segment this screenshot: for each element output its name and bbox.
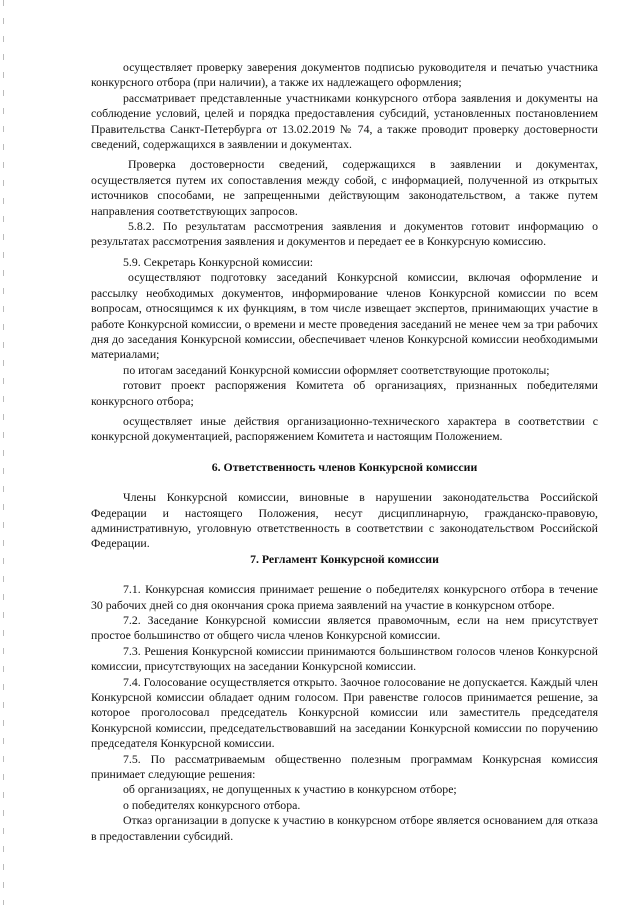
paragraph: 7.3. Решения Конкурсной комиссии принимаются большинством голосов членов Конкурсной комиссии, присутствующих на заседании Конкурсной комиссии. [91, 643, 598, 674]
paragraph: 7.5. По рассматриваемым общественно полезным программам Конкурсная комиссия принимает следующие решения: [91, 751, 598, 782]
paragraph: 7.2. Заседание Конкурсной комиссии является правомочным, если на нем присутствует простое большинство от общего числа членов Конкурсной комиссии. [91, 613, 598, 643]
section-heading: 6. Ответственность членов Конкурсной комиссии [211, 459, 478, 474]
paragraph: осуществляет проверку заверения документов подписью руководителя и печатью участника конкурсного отбора (при наличии), а также их надлежащего оформления; [91, 60, 598, 90]
paragraph: осуществляет иные действия организационно-технического характера в соответствии с конкурсной документацией, распоряжением Комитета и настоящим Положением. [91, 413, 598, 444]
paragraph: по итогам заседаний Конкурсной комиссии оформляет соответствующие протоколы; [123, 362, 550, 377]
paragraph: рассматривает представленные участниками конкурсного отбора заявления и документы на соблюдение условий, целей и порядка предоставления субсидий, установленных постановлением Правительства Санкт-Петербурга от 13.02.2019 № 74, а также проводит проверку достоверности сведений, содержащихся в заявлении и документах. [91, 90, 598, 152]
paragraph: 5.9. Секретарь Конкурсной комиссии: [123, 254, 314, 269]
paragraph: Проверка достоверности сведений, содержащихся в заявлении и документах, осуществляется путем их сопоставления между собой, с информацией, полученной из открытых источников способами, не запрещенными действующим законодательством, а также путем направления соответствующих запросов. [91, 157, 598, 218]
paragraph: о победителях конкурсного отбора. [123, 797, 301, 812]
paragraph: осуществляют подготовку заседаний Конкурсной комиссии, включая оформление и рассылку необходимых документов, информирование членов Конкурсной комиссии по всем вопросам, относящимся к их функциям, в том числе извещает экспертов, принимающих участие в работе Конкурсной комиссии, о времени и месте проведения заседаний не менее чем за три рабочих дня до заседания Конкурсной комиссии, обеспечивает членов Конкурсной комиссии необходимыми материалами; [91, 270, 598, 362]
section-heading: 7. Регламент Конкурсной комиссии [250, 551, 439, 566]
paragraph: Члены Конкурсной комиссии, виновные в нарушении законодательства Российской Федерации и настоящего Положения, несут дисциплинарную, гражданско-правовую, административную, уголовную ответственность в соответствии с законодательством Российской Федерации. [91, 490, 598, 551]
scan-edge-mark [3, 0, 4, 905]
paragraph: 7.4. Голосование осуществляется открыто. Заочное голосование не допускается. Каждый член Конкурсной комиссии обладает одним голосом. При равенстве голосов принимается решение, за которое проголосовал председатель Конкурсной комиссии или заместитель председателя Конкурсной комиссии, председательствовавший на заседании Конкурсной комиссии по поручению председателя Конкурсной комиссии. [91, 674, 598, 751]
paragraph: об организациях, не допущенных к участию в конкурсном отборе; [123, 782, 457, 797]
paragraph: готовит проект распоряжения Комитета об организациях, признанных победителями конкурсного отбора; [91, 378, 598, 408]
paragraph: Отказ организации в допуске к участию в конкурсном отборе является основанием для отказа в предоставлении субсидий. [91, 813, 598, 843]
paragraph: 5.8.2. По результатам рассмотрения заявления и документов готовит информацию о результатах рассмотрения заявления и документов и передает ее в Конкурсную комиссию. [91, 219, 598, 249]
paragraph: 7.1. Конкурсная комиссия принимает решение о победителях конкурсного отбора в течение 30 рабочих дней со дня окончания срока приема заявлений на участие в конкурсном отборе. [91, 582, 598, 612]
